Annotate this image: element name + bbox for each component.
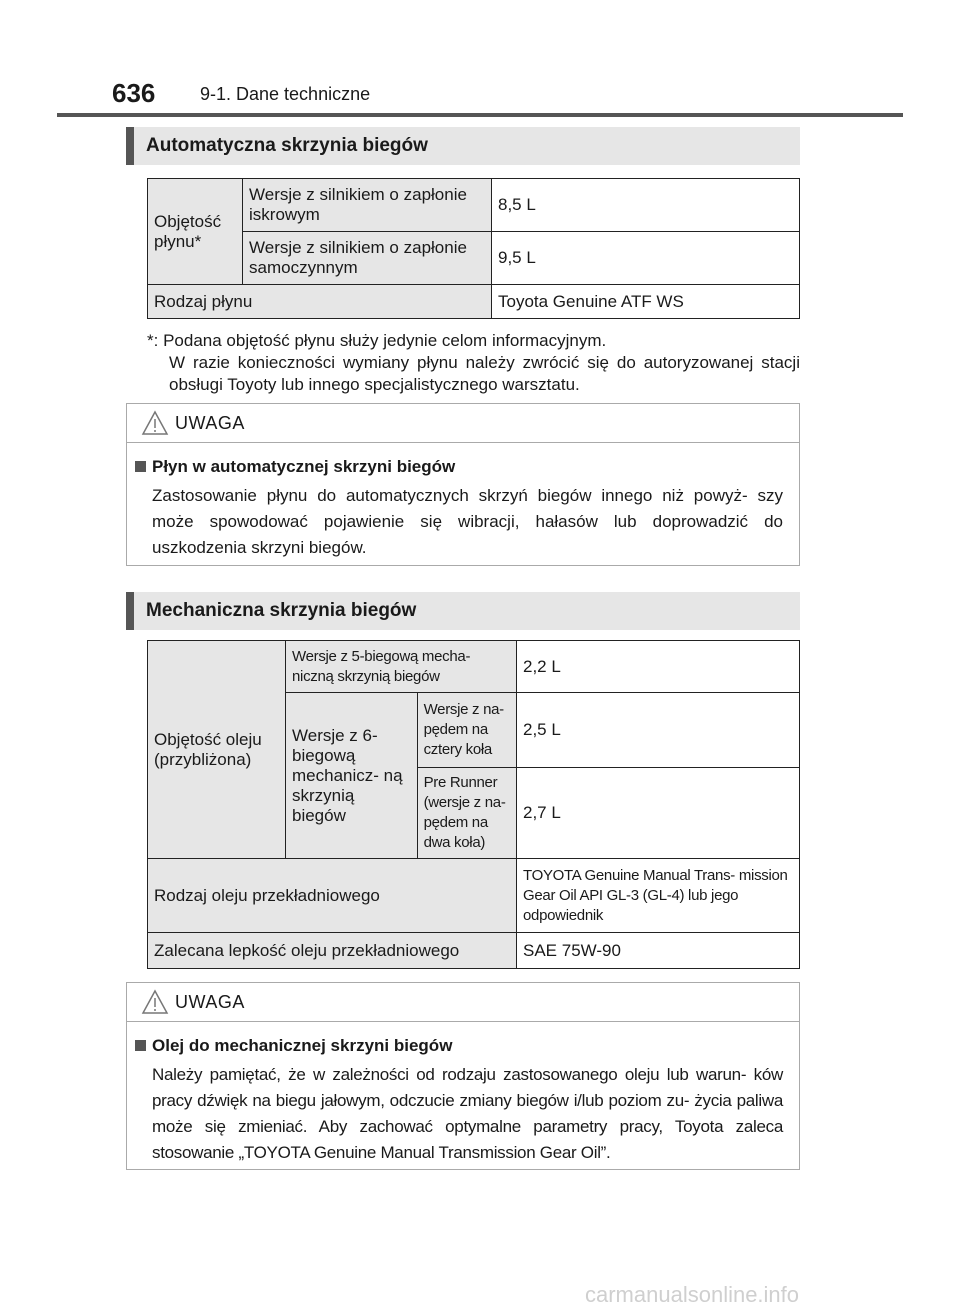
section-automatic-title: Automatyczna skrzynia biegów — [146, 135, 428, 156]
chapter-title: 9-1. Dane techniczne — [200, 84, 371, 104]
page-number: 636 — [112, 78, 156, 108]
caution-subtitle: Płyn w automatycznej skrzyni biegów — [152, 457, 456, 476]
six-speed-label: Wersje z 6-biegową mechanicz- ną skrzynią biegów — [286, 693, 418, 859]
section-manual-title: Mechaniczna skrzynia biegów — [146, 600, 417, 621]
diesel-value: 9,5 L — [492, 232, 800, 285]
awd-value: 2,5 L — [517, 693, 800, 768]
fluid-type-value: Toyota Genuine ATF WS — [492, 285, 800, 319]
viscosity-label: Zalecana lepkość oleju przekładniowego — [148, 933, 517, 969]
caution-header — [127, 404, 799, 443]
fluid-type-label: Rodzaj płynu — [148, 285, 492, 319]
footnote-line1: Podana objętość płynu służy jedynie celom informacyjnym. — [163, 331, 607, 350]
caution-box-1 — [126, 403, 800, 566]
oil-type-value: TOYOTA Genuine Manual Trans- mission Gear Oil API GL-3 (GL-4) lub jego odpowiednik — [517, 859, 800, 933]
oil-type-label: Rodzaj oleju przekładniowego — [148, 859, 517, 933]
footnote — [147, 330, 800, 396]
petrol-value: 8,5 L — [492, 179, 800, 232]
prerunner-value: 2,7 L — [517, 768, 800, 859]
five-speed-label: Wersje z 5-biegową mecha- niczną skrzynią biegów — [286, 641, 517, 693]
bullet-square-icon — [135, 461, 146, 472]
section-automatic — [126, 127, 800, 165]
section-manual — [126, 592, 800, 630]
awd-label: Wersje z na- pędem na cztery koła — [417, 693, 516, 768]
five-speed-value: 2,2 L — [517, 641, 800, 693]
oil-capacity-label: Objętość oleju (przybliżona) — [148, 641, 286, 859]
warning-triangle-icon — [141, 410, 169, 436]
caution-header — [127, 983, 799, 1022]
caution-label: UWAGA — [175, 992, 245, 1012]
warning-triangle-icon — [141, 989, 169, 1015]
caution-text: Należy pamiętać, że w zależności od rodzaju zastosowanego oleju lub warun- ków pracy dźwięk na biegu jałowym, odczucie zmiany biegów i/lub poziom zu- życia paliwa może się zmieniać. Aby zachować optymalne parametry pracy, Toyota zaleca stosowanie „TOYOTA Genuine Manual Transmission Gear Oil”. — [152, 1065, 783, 1162]
prerunner-label: Pre Runner (wersje z na- pędem na dwa koła) — [417, 768, 516, 859]
header-rule — [57, 113, 903, 117]
caution-box-2 — [126, 982, 800, 1170]
bullet-square-icon — [135, 1040, 146, 1051]
caution-subtitle: Olej do mechanicznej skrzyni biegów — [152, 1036, 453, 1055]
petrol-label: Wersje z silnikiem o zapłonie iskrowym — [243, 179, 492, 232]
caution-text: Zastosowanie płynu do automatycznych skrzyń biegów innego niż powyż- szy może spowodować pojawienie się wibracji, hałasów lub doprowadzić do uszkodzenia skrzyni biegów. — [152, 486, 783, 557]
diesel-label: Wersje z silnikiem o zapłonie samoczynnym — [243, 232, 492, 285]
automatic-spec-table — [147, 178, 800, 319]
footnote-marker: *: — [147, 331, 159, 350]
viscosity-value: SAE 75W-90 — [517, 933, 800, 969]
manual-spec-table — [147, 640, 800, 969]
watermark: carmanualsonline.info — [585, 1282, 800, 1307]
footnote-line2: W razie konieczności wymiany płynu należy zwrócić się do autoryzowanej stacji obsługi Toyoty lub innego specjalistycznego warsztatu. — [169, 353, 800, 394]
capacity-label: Objętość płynu* — [148, 179, 243, 285]
caution-label: UWAGA — [175, 413, 245, 433]
